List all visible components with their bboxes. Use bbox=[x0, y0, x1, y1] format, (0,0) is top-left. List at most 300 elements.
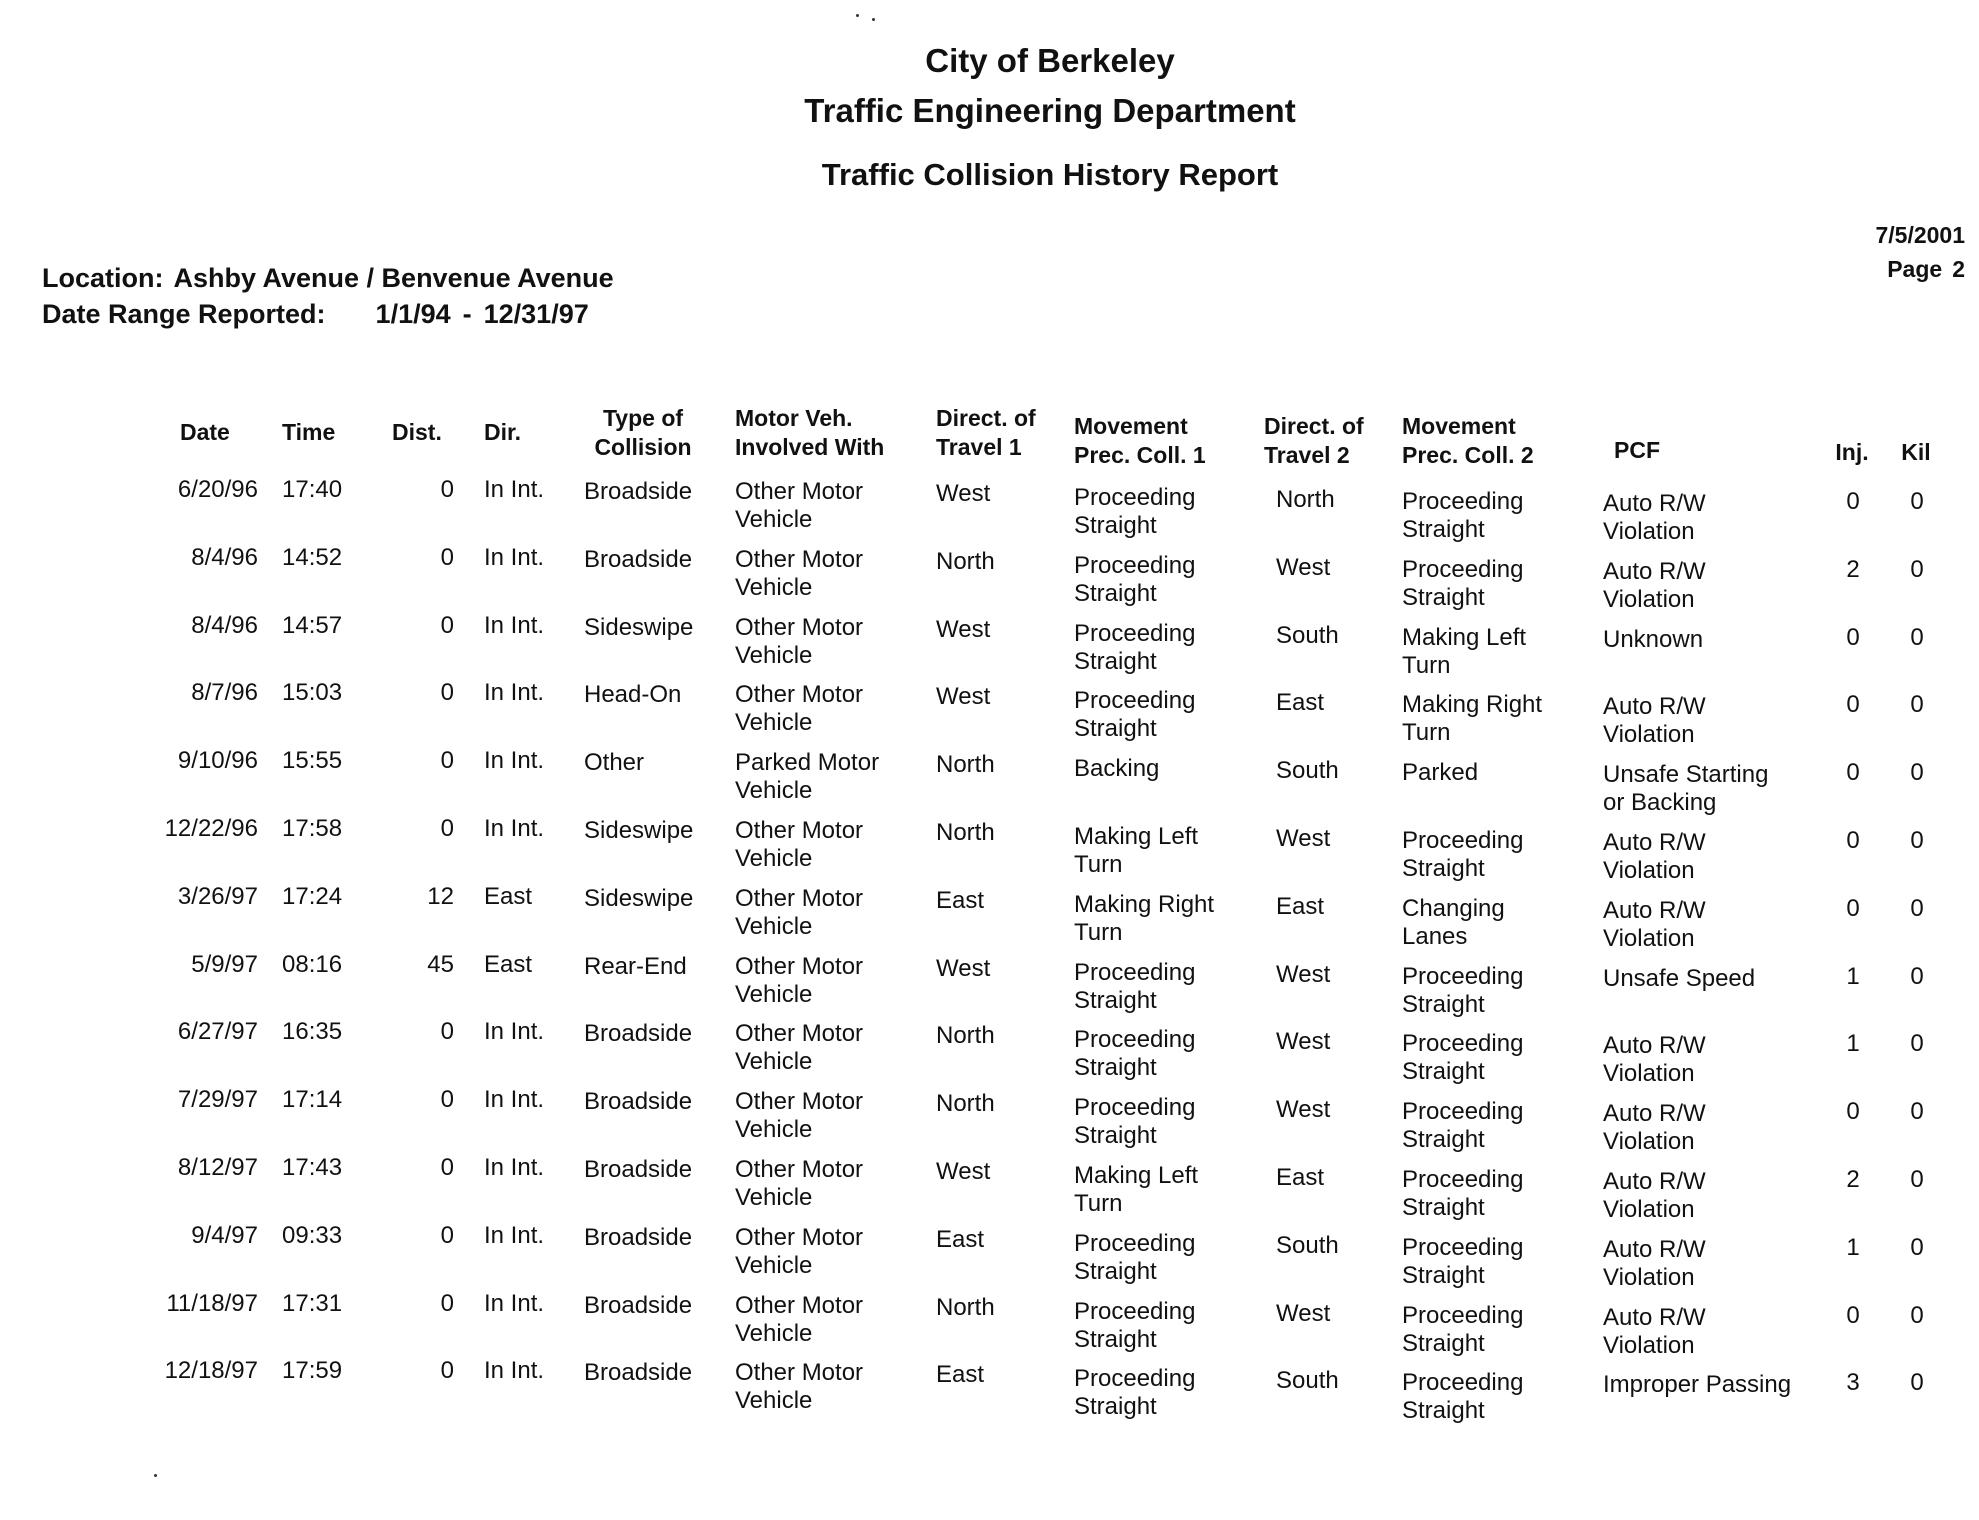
cell-movement-2-line: Straight bbox=[1402, 990, 1485, 1018]
cell-pcf-line: Auto R/W bbox=[1603, 693, 1706, 721]
report-date: 7/5/2001 bbox=[1875, 222, 1965, 248]
cell-movement-1-line: Proceeding bbox=[1074, 551, 1196, 579]
cell-direct-travel-1: North bbox=[936, 547, 995, 575]
cell-pcf bbox=[1603, 1032, 1813, 1088]
cell-movement-2-line: Proceeding bbox=[1402, 555, 1524, 583]
cell-movement-2 bbox=[1402, 1234, 1592, 1290]
cell-time: 15:55 bbox=[282, 747, 343, 775]
cell-pcf bbox=[1603, 1236, 1813, 1292]
cell-pcf-line: Violation bbox=[1603, 856, 1695, 884]
cell-dir: In Int. bbox=[484, 543, 545, 571]
cell-movement-1-line: Proceeding bbox=[1074, 687, 1196, 715]
cell-movement-2 bbox=[1402, 1166, 1592, 1222]
cell-date: 8/12/97 bbox=[177, 1153, 258, 1181]
cell-kil: 0 bbox=[1910, 962, 1924, 990]
cell-dir: In Int. bbox=[484, 814, 545, 842]
cell-movement-2 bbox=[1402, 1369, 1592, 1425]
cell-motor-veh-involved bbox=[735, 953, 925, 1009]
cell-direct-travel-2: North bbox=[1276, 486, 1335, 513]
cell-inj: 3 bbox=[1846, 1369, 1860, 1397]
cell-kil: 0 bbox=[1910, 691, 1924, 719]
cell-type-of-collision: Broadside bbox=[584, 1155, 693, 1183]
cell-movement-2-line: Straight bbox=[1402, 516, 1485, 543]
cell-dist: 0 bbox=[440, 476, 454, 503]
cell-pcf bbox=[1603, 1371, 1813, 1399]
cell-direct-travel-1: East bbox=[936, 1361, 985, 1389]
cell-pcf-line: Auto R/W bbox=[1603, 1100, 1706, 1128]
cell-time: 16:35 bbox=[282, 1018, 343, 1046]
cell-pcf-line: Violation bbox=[1603, 1060, 1695, 1088]
date-range-end: 12/31/97 bbox=[483, 299, 589, 329]
cell-dir: East bbox=[484, 882, 533, 910]
cell-direct-travel-1: West bbox=[936, 1157, 991, 1185]
cell-kil: 0 bbox=[1910, 1165, 1924, 1193]
cell-kil: 0 bbox=[1910, 1233, 1924, 1261]
cell-motor-veh-involved-line: Vehicle bbox=[735, 1387, 813, 1415]
cell-movement-1 bbox=[1074, 484, 1264, 540]
cell-movement-1-line: Straight bbox=[1074, 1054, 1157, 1082]
cell-movement-1-line: Straight bbox=[1074, 579, 1157, 607]
cell-motor-veh-involved-line: Other Motor bbox=[735, 1155, 864, 1183]
cell-movement-2 bbox=[1402, 827, 1592, 883]
cell-dist: 0 bbox=[440, 747, 454, 775]
location-label: Location: bbox=[42, 263, 164, 293]
cell-movement-1 bbox=[1074, 620, 1264, 676]
cell-movement-1-line: Backing bbox=[1074, 755, 1160, 783]
cell-movement-2 bbox=[1402, 1030, 1592, 1086]
cell-movement-1-line: Proceeding bbox=[1074, 1297, 1196, 1325]
cell-pcf-line: Unsafe Starting bbox=[1603, 761, 1769, 789]
cell-pcf-line: Violation bbox=[1603, 1263, 1695, 1291]
cell-direct-travel-2: West bbox=[1276, 1299, 1331, 1327]
cell-dist: 0 bbox=[440, 611, 454, 639]
cell-movement-2-line: Proceeding bbox=[1402, 1030, 1524, 1058]
header-dir: Dir. bbox=[484, 419, 522, 445]
cell-dir: In Int. bbox=[484, 747, 545, 775]
cell-pcf-line: Auto R/W bbox=[1603, 1167, 1706, 1195]
cell-motor-veh-involved-line: Other Motor bbox=[735, 1088, 864, 1116]
cell-motor-veh-involved bbox=[735, 1224, 925, 1280]
cell-dir: In Int. bbox=[484, 1086, 545, 1114]
cell-movement-2-line: Proceeding bbox=[1402, 1233, 1524, 1261]
header-time: Time bbox=[282, 419, 336, 445]
table-row bbox=[0, 747, 1979, 815]
cell-movement-1 bbox=[1074, 1162, 1264, 1218]
page-number bbox=[1875, 252, 1965, 286]
cell-type-of-collision: Broadside bbox=[584, 1223, 693, 1251]
cell-pcf bbox=[1603, 693, 1813, 749]
cell-direct-travel-1: North bbox=[936, 1293, 995, 1321]
cell-kil: 0 bbox=[1910, 894, 1924, 922]
cell-movement-1-line: Proceeding bbox=[1074, 484, 1196, 511]
cell-time: 17:31 bbox=[282, 1289, 343, 1317]
cell-movement-2-line: Straight bbox=[1402, 1126, 1485, 1154]
cell-movement-2 bbox=[1402, 488, 1592, 544]
cell-type-of-collision: Broadside bbox=[584, 1359, 693, 1387]
cell-direct-travel-2: South bbox=[1276, 621, 1339, 649]
cell-motor-veh-involved bbox=[735, 1088, 925, 1144]
cell-inj: 0 bbox=[1846, 691, 1860, 719]
cell-movement-1 bbox=[1074, 959, 1264, 1015]
cell-movement-2 bbox=[1402, 759, 1592, 787]
table-row bbox=[0, 1154, 1979, 1222]
scan-speck bbox=[154, 1474, 157, 1477]
cell-time: 15:03 bbox=[282, 679, 343, 707]
cell-movement-2-line: Turn bbox=[1402, 719, 1451, 747]
cell-dist: 0 bbox=[440, 1086, 454, 1114]
cell-motor-veh-involved-line: Other Motor bbox=[735, 1223, 864, 1251]
cell-date: 8/4/96 bbox=[191, 543, 258, 571]
cell-type-of-collision: Broadside bbox=[584, 545, 693, 573]
cell-dir: In Int. bbox=[484, 1289, 545, 1317]
cell-pcf bbox=[1603, 1100, 1813, 1156]
cell-type-of-collision: Other bbox=[584, 749, 645, 777]
date-range-line bbox=[42, 296, 614, 332]
cell-movement-2-line: Straight bbox=[1402, 1193, 1485, 1221]
header-dist: Dist. bbox=[392, 419, 442, 445]
cell-pcf-line: Violation bbox=[1603, 518, 1695, 545]
cell-movement-1-line: Making Left bbox=[1074, 1161, 1199, 1189]
cell-motor-veh-involved bbox=[735, 817, 925, 873]
cell-direct-travel-1: East bbox=[936, 886, 985, 914]
cell-inj: 0 bbox=[1846, 759, 1860, 787]
cell-movement-2-line: Lanes bbox=[1402, 922, 1468, 950]
cell-time: 08:16 bbox=[282, 950, 343, 978]
cell-type-of-collision: Broadside bbox=[584, 1291, 693, 1319]
header-kil: Kil bbox=[1901, 439, 1931, 465]
cell-movement-1 bbox=[1074, 687, 1264, 743]
cell-date: 12/18/97 bbox=[164, 1357, 258, 1385]
cell-movement-2 bbox=[1402, 691, 1592, 747]
cell-motor-veh-involved-line: Vehicle bbox=[735, 1183, 813, 1211]
cell-dist: 0 bbox=[440, 1018, 454, 1046]
cell-movement-1 bbox=[1074, 1365, 1264, 1421]
table-header bbox=[0, 400, 1979, 475]
cell-movement-1-line: Proceeding bbox=[1074, 1365, 1196, 1393]
cell-dist: 0 bbox=[440, 1289, 454, 1317]
cell-movement-2-line: Straight bbox=[1402, 1058, 1485, 1086]
cell-motor-veh-involved bbox=[735, 749, 925, 805]
cell-movement-2-line: Straight bbox=[1402, 583, 1485, 611]
cell-direct-travel-1: North bbox=[936, 818, 995, 846]
cell-type-of-collision: Broadside bbox=[584, 478, 693, 505]
cell-motor-veh-involved bbox=[735, 478, 925, 534]
cell-dir: East bbox=[484, 950, 533, 978]
cell-date: 7/29/97 bbox=[177, 1086, 258, 1114]
cell-pcf-line: Violation bbox=[1603, 721, 1695, 749]
cell-dist: 0 bbox=[440, 543, 454, 571]
cell-movement-2-line: Straight bbox=[1402, 1329, 1485, 1357]
cell-pcf-line: Violation bbox=[1603, 924, 1695, 952]
department-title: Traffic Engineering Department bbox=[804, 92, 1296, 129]
header-pcf: PCF bbox=[1614, 437, 1660, 463]
cell-movement-2-line: Proceeding bbox=[1402, 962, 1524, 990]
cell-pcf-line: Improper Passing bbox=[1603, 1371, 1792, 1399]
cell-movement-1 bbox=[1074, 1298, 1264, 1354]
cell-type-of-collision: Broadside bbox=[584, 1088, 693, 1116]
cell-motor-veh-involved-line: Other Motor bbox=[735, 952, 864, 980]
table-body bbox=[0, 476, 1979, 1425]
cell-motor-veh-involved-line: Vehicle bbox=[735, 980, 813, 1008]
cell-direct-travel-2: West bbox=[1276, 960, 1331, 988]
cell-direct-travel-1: West bbox=[936, 954, 991, 982]
cell-inj: 0 bbox=[1846, 1098, 1860, 1126]
scan-speck bbox=[872, 18, 875, 21]
cell-direct-travel-1: East bbox=[936, 1225, 985, 1253]
cell-movement-1-line: Straight bbox=[1074, 1325, 1157, 1353]
cell-motor-veh-involved-line: Other Motor bbox=[735, 613, 864, 641]
cell-movement-1-line: Proceeding bbox=[1074, 1094, 1196, 1122]
cell-inj: 2 bbox=[1846, 1165, 1860, 1193]
cell-direct-travel-2: South bbox=[1276, 757, 1339, 785]
cell-motor-veh-involved-line: Vehicle bbox=[735, 709, 813, 737]
cell-dist: 0 bbox=[440, 1153, 454, 1181]
cell-movement-1-line: Making Right bbox=[1074, 890, 1215, 918]
cell-motor-veh-involved-line: Other Motor bbox=[735, 884, 864, 912]
cell-motor-veh-involved-line: Vehicle bbox=[735, 912, 813, 940]
report-meta-right bbox=[1875, 218, 1965, 286]
cell-movement-1-line: Straight bbox=[1074, 1122, 1157, 1150]
cell-date: 9/4/97 bbox=[191, 1221, 258, 1249]
cell-movement-1-line: Straight bbox=[1074, 1257, 1157, 1285]
cell-movement-1-line: Making Left bbox=[1074, 822, 1199, 850]
table-row bbox=[0, 1222, 1979, 1290]
cell-movement-1 bbox=[1074, 891, 1264, 947]
cell-date: 6/27/97 bbox=[177, 1018, 258, 1046]
cell-movement-1-line: Straight bbox=[1074, 647, 1157, 675]
cell-direct-travel-2: South bbox=[1276, 1367, 1339, 1395]
cell-direct-travel-2: South bbox=[1276, 1231, 1339, 1259]
cell-movement-2 bbox=[1402, 963, 1592, 1019]
page-label: Page bbox=[1887, 256, 1943, 282]
cell-time: 17:58 bbox=[282, 814, 343, 842]
location-value: Ashby Avenue / Benvenue Avenue bbox=[173, 263, 614, 293]
cell-motor-veh-involved bbox=[735, 546, 925, 602]
cell-motor-veh-involved-line: Other Motor bbox=[735, 681, 864, 709]
cell-time: 17:24 bbox=[282, 882, 343, 910]
cell-pcf bbox=[1603, 1168, 1813, 1224]
cell-direct-travel-1: West bbox=[936, 683, 991, 711]
cell-motor-veh-involved-line: Vehicle bbox=[735, 506, 813, 533]
report-title: Traffic Collision History Report bbox=[821, 157, 1279, 192]
cell-motor-veh-involved-line: Vehicle bbox=[735, 777, 813, 805]
cell-motor-veh-involved-line: Other Motor bbox=[735, 478, 864, 505]
header-inj: Inj. bbox=[1835, 439, 1869, 465]
cell-movement-1 bbox=[1074, 1026, 1264, 1082]
cell-time: 17:14 bbox=[282, 1086, 343, 1114]
cell-dist: 45 bbox=[427, 950, 454, 978]
cell-date: 9/10/96 bbox=[177, 747, 258, 775]
cell-movement-1-line: Turn bbox=[1074, 850, 1123, 878]
cell-direct-travel-2: West bbox=[1276, 553, 1331, 581]
header-type-of-collision: Type of Collision bbox=[594, 405, 692, 460]
cell-direct-travel-2: East bbox=[1276, 1163, 1325, 1191]
cell-movement-2-line: Proceeding bbox=[1402, 1165, 1524, 1193]
cell-motor-veh-involved bbox=[735, 614, 925, 670]
cell-type-of-collision: Sideswipe bbox=[584, 884, 694, 912]
date-range-label: Date Range Reported: bbox=[42, 299, 326, 329]
report-title-block bbox=[0, 36, 1979, 200]
cell-date: 8/4/96 bbox=[191, 611, 258, 639]
cell-motor-veh-involved-line: Other Motor bbox=[735, 545, 864, 573]
table-row bbox=[0, 476, 1979, 544]
cell-type-of-collision: Head-On bbox=[584, 681, 682, 709]
cell-dist: 12 bbox=[427, 882, 454, 910]
cell-pcf-line: Violation bbox=[1603, 1331, 1695, 1359]
cell-movement-2-line: Proceeding bbox=[1402, 1098, 1524, 1126]
location-line bbox=[42, 260, 614, 296]
cell-type-of-collision: Sideswipe bbox=[584, 816, 694, 844]
cell-movement-1-line: Straight bbox=[1074, 986, 1157, 1014]
cell-pcf-line: Auto R/W bbox=[1603, 896, 1706, 924]
table-row bbox=[0, 815, 1979, 883]
cell-dir: In Int. bbox=[484, 1018, 545, 1046]
cell-movement-2 bbox=[1402, 895, 1592, 951]
cell-motor-veh-involved-line: Parked Motor bbox=[735, 749, 880, 777]
cell-motor-veh-involved-line: Vehicle bbox=[735, 573, 813, 601]
cell-movement-1 bbox=[1074, 552, 1264, 608]
table-row bbox=[0, 1086, 1979, 1154]
cell-pcf-line: Auto R/W bbox=[1603, 1303, 1706, 1331]
header-date: Date bbox=[180, 419, 230, 445]
cell-movement-2-line: Proceeding bbox=[1402, 488, 1524, 515]
cell-kil: 0 bbox=[1910, 826, 1924, 854]
table-row bbox=[0, 951, 1979, 1019]
cell-direct-travel-1: West bbox=[936, 615, 991, 643]
cell-motor-veh-involved bbox=[735, 1292, 925, 1348]
cell-pcf bbox=[1603, 897, 1813, 953]
cell-inj: 1 bbox=[1846, 1233, 1860, 1261]
cell-motor-veh-involved-line: Vehicle bbox=[735, 641, 813, 669]
cell-time: 17:43 bbox=[282, 1153, 343, 1181]
cell-kil: 0 bbox=[1910, 1030, 1924, 1058]
cell-kil: 0 bbox=[1910, 555, 1924, 583]
cell-inj: 0 bbox=[1846, 826, 1860, 854]
table-row bbox=[0, 679, 1979, 747]
cell-date: 8/7/96 bbox=[191, 679, 258, 707]
cell-movement-2 bbox=[1402, 624, 1592, 680]
cell-motor-veh-involved-line: Vehicle bbox=[735, 1048, 813, 1076]
cell-pcf-line: Auto R/W bbox=[1603, 557, 1706, 585]
cell-dir: In Int. bbox=[484, 1357, 545, 1385]
cell-pcf bbox=[1603, 829, 1813, 885]
cell-dist: 0 bbox=[440, 1357, 454, 1385]
cell-movement-2-line: Turn bbox=[1402, 651, 1451, 679]
cell-dist: 0 bbox=[440, 1221, 454, 1249]
header-movement-2: Movement Prec. Coll. 2 bbox=[1402, 413, 1534, 468]
cell-inj: 2 bbox=[1846, 555, 1860, 583]
table-row bbox=[0, 883, 1979, 951]
cell-motor-veh-involved bbox=[735, 885, 925, 941]
cell-dir: In Int. bbox=[484, 476, 545, 503]
cell-kil: 0 bbox=[1910, 488, 1924, 515]
cell-inj: 0 bbox=[1846, 623, 1860, 651]
cell-direct-travel-1: North bbox=[936, 751, 995, 779]
cell-dist: 0 bbox=[440, 679, 454, 707]
cell-direct-travel-2: East bbox=[1276, 892, 1325, 920]
cell-motor-veh-involved bbox=[735, 1359, 925, 1415]
cell-time: 17:40 bbox=[282, 476, 343, 503]
header-direct-travel-2: Direct. of Travel 2 bbox=[1264, 413, 1364, 468]
cell-movement-2 bbox=[1402, 1098, 1592, 1154]
table-row bbox=[0, 1357, 1979, 1425]
cell-movement-1 bbox=[1074, 755, 1264, 783]
cell-movement-1-line: Turn bbox=[1074, 1189, 1123, 1217]
cell-date: 3/26/97 bbox=[177, 882, 258, 910]
cell-pcf bbox=[1603, 558, 1813, 614]
header-direct-travel-1: Direct. of Travel 1 bbox=[936, 405, 1036, 460]
cell-inj: 1 bbox=[1846, 962, 1860, 990]
cell-motor-veh-involved-line: Other Motor bbox=[735, 1359, 864, 1387]
cell-date: 6/20/96 bbox=[177, 476, 258, 503]
cell-dir: In Int. bbox=[484, 1221, 545, 1249]
cell-time: 09:33 bbox=[282, 1221, 343, 1249]
cell-direct-travel-1: West bbox=[936, 480, 991, 507]
cell-direct-travel-2: West bbox=[1276, 824, 1331, 852]
cell-pcf-line: Violation bbox=[1603, 585, 1695, 613]
cell-movement-1-line: Proceeding bbox=[1074, 958, 1196, 986]
cell-type-of-collision: Rear-End bbox=[584, 952, 687, 980]
cell-motor-veh-involved bbox=[735, 1156, 925, 1212]
cell-inj: 1 bbox=[1846, 1030, 1860, 1058]
cell-kil: 0 bbox=[1910, 1301, 1924, 1329]
cell-time: 17:59 bbox=[282, 1357, 343, 1385]
cell-movement-1-line: Turn bbox=[1074, 918, 1123, 946]
table-row bbox=[0, 612, 1979, 680]
cell-pcf-line: Auto R/W bbox=[1603, 1235, 1706, 1263]
cell-pcf-line: Unsafe Speed bbox=[1603, 964, 1756, 992]
cell-movement-2-line: Making Right bbox=[1402, 691, 1543, 719]
cell-motor-veh-involved-line: Vehicle bbox=[735, 1251, 813, 1279]
cell-kil: 0 bbox=[1910, 759, 1924, 787]
cell-movement-1 bbox=[1074, 1230, 1264, 1286]
cell-motor-veh-involved-line: Other Motor bbox=[735, 816, 864, 844]
cell-date: 5/9/97 bbox=[191, 950, 258, 978]
cell-direct-travel-1: North bbox=[936, 1090, 995, 1118]
cell-pcf-line: Auto R/W bbox=[1603, 1032, 1706, 1060]
cell-date: 12/22/96 bbox=[164, 814, 258, 842]
table-row bbox=[0, 1018, 1979, 1086]
scan-speck bbox=[856, 14, 859, 17]
cell-motor-veh-involved bbox=[735, 681, 925, 737]
report-meta-left bbox=[42, 260, 614, 332]
cell-pcf-line: Auto R/W bbox=[1603, 490, 1706, 517]
cell-time: 14:57 bbox=[282, 611, 343, 639]
date-range-start: 1/1/94 bbox=[375, 299, 451, 329]
cell-movement-2-line: Proceeding bbox=[1402, 1369, 1524, 1397]
cell-movement-2-line: Parked bbox=[1402, 759, 1479, 787]
cell-movement-2-line: Straight bbox=[1402, 1261, 1485, 1289]
cell-direct-travel-2: East bbox=[1276, 689, 1325, 717]
cell-pcf bbox=[1603, 761, 1813, 817]
cell-movement-2-line: Straight bbox=[1402, 1397, 1485, 1425]
cell-movement-1-line: Straight bbox=[1074, 715, 1157, 743]
cell-kil: 0 bbox=[1910, 1098, 1924, 1126]
cell-dir: In Int. bbox=[484, 1153, 545, 1181]
cell-dist: 0 bbox=[440, 814, 454, 842]
cell-direct-travel-2: West bbox=[1276, 1028, 1331, 1056]
cell-motor-veh-involved-line: Vehicle bbox=[735, 844, 813, 872]
city-title: City of Berkeley bbox=[925, 42, 1175, 79]
cell-movement-1-line: Proceeding bbox=[1074, 1026, 1196, 1054]
cell-movement-2-line: Straight bbox=[1402, 854, 1485, 882]
cell-pcf-line: Violation bbox=[1603, 1195, 1695, 1223]
cell-pcf-line: or Backing bbox=[1603, 789, 1717, 817]
header-motor-veh: Motor Veh. Involved With bbox=[735, 405, 885, 460]
cell-motor-veh-involved-line: Vehicle bbox=[735, 1116, 813, 1144]
page-value: 2 bbox=[1952, 256, 1965, 282]
cell-type-of-collision: Sideswipe bbox=[584, 613, 694, 641]
